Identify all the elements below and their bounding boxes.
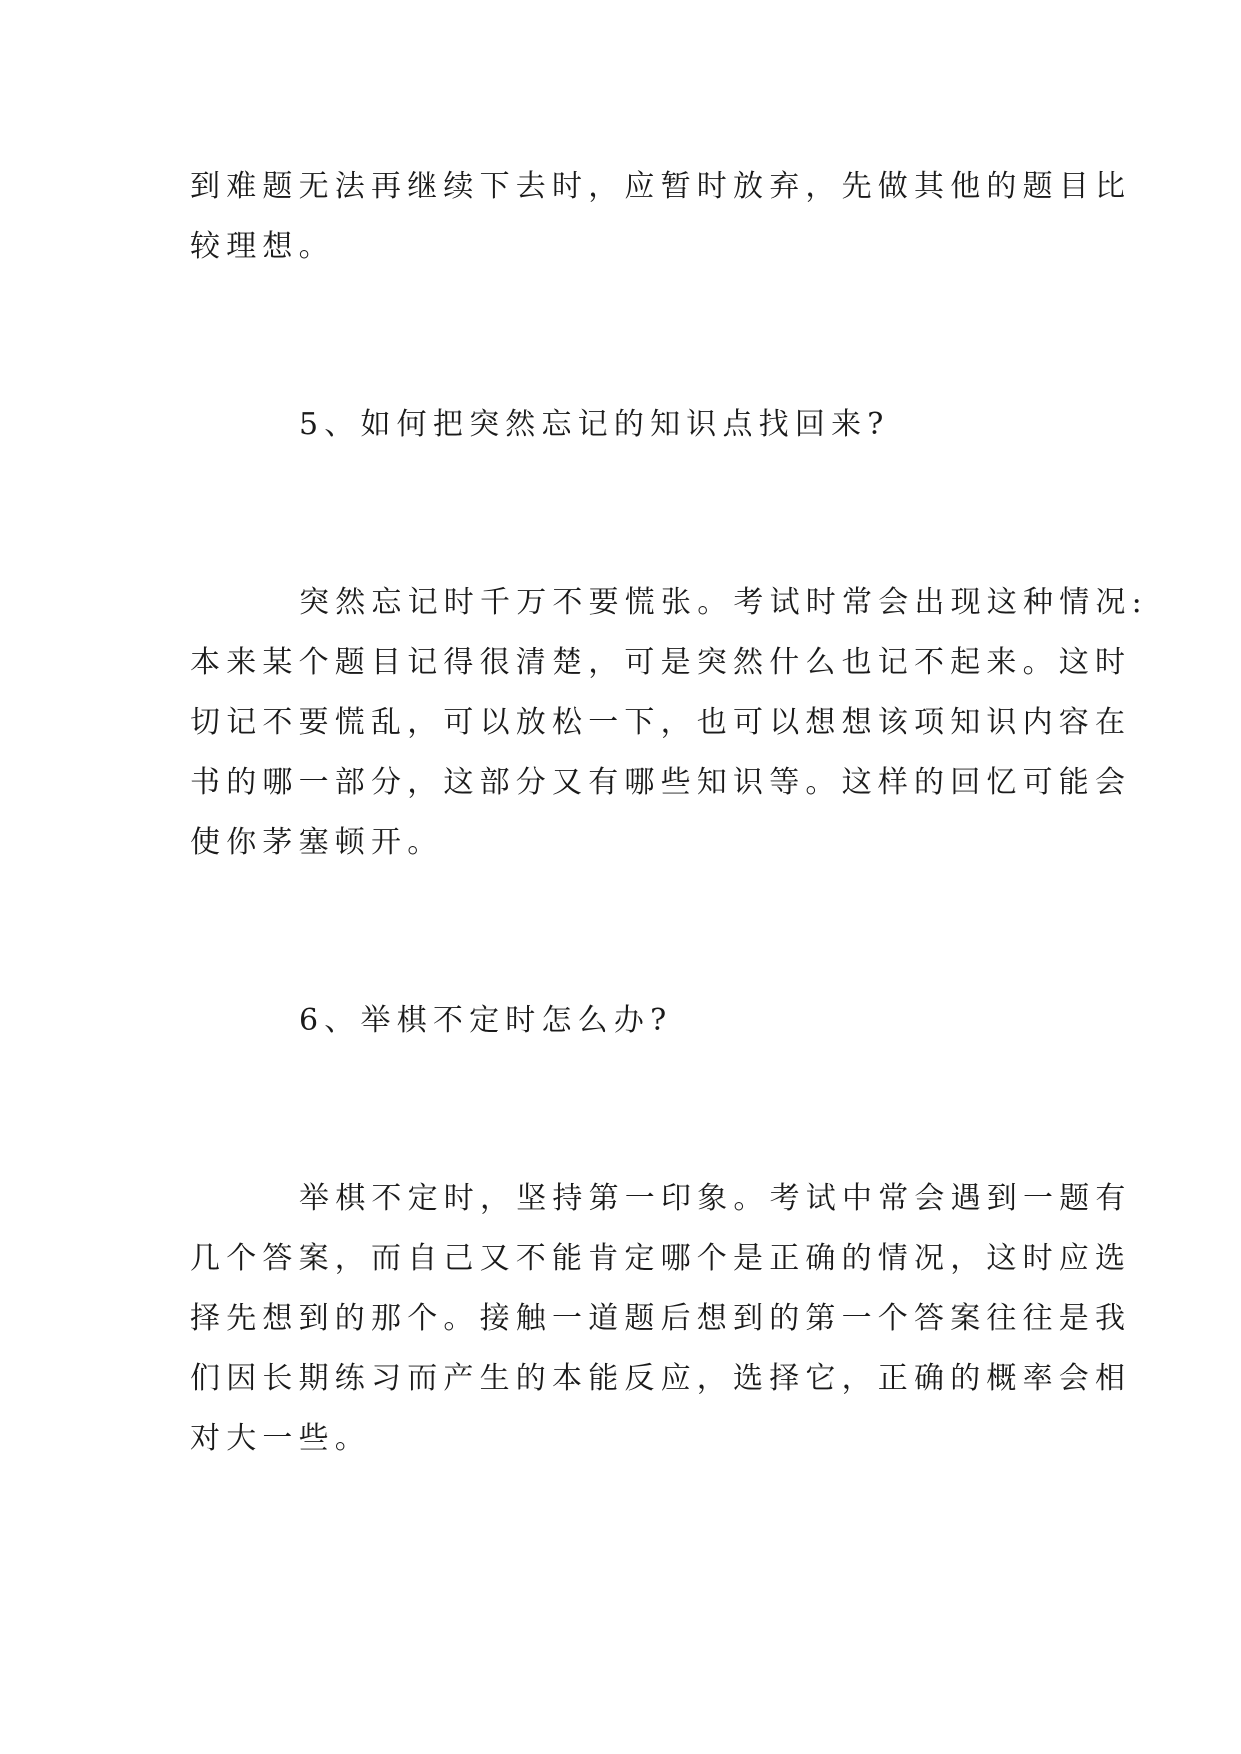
paragraph-line: 举棋不定时，坚持第一印象。考试中常会遇到一题有 (299, 1181, 1132, 1216)
paragraph-line: 到难题无法再继续下去时，应暂时放弃，先做其他的题目比 (190, 169, 1132, 204)
paragraph-line: 突然忘记时千万不要慌张。考试时常会出现这种情况: (299, 585, 1148, 620)
section-heading-6: 6、举棋不定时怎么办? (299, 1003, 673, 1038)
paragraph-line: 对大一些。 (190, 1421, 371, 1456)
paragraph-line: 较理想。 (190, 229, 335, 264)
paragraph-line: 切记不要慌乱，可以放松一下，也可以想想该项知识内容在 (190, 705, 1132, 740)
paragraph-line: 们因长期练习而产生的本能反应，选择它，正确的概率会相 (190, 1361, 1132, 1396)
paragraph-line: 本来某个题目记得很清楚，可是突然什么也记不起来。这时 (190, 645, 1132, 680)
paragraph-line: 使你茅塞顿开。 (190, 825, 444, 860)
paragraph-line: 几个答案，而自己又不能肯定哪个是正确的情况，这时应选 (190, 1241, 1132, 1276)
paragraph-line: 书的哪一部分，这部分又有哪些知识等。这样的回忆可能会 (190, 765, 1132, 800)
paragraph-line: 择先想到的那个。接触一道题后想到的第一个答案往往是我 (190, 1301, 1132, 1336)
section-heading-5: 5、如何把突然忘记的知识点找回来? (299, 407, 890, 442)
